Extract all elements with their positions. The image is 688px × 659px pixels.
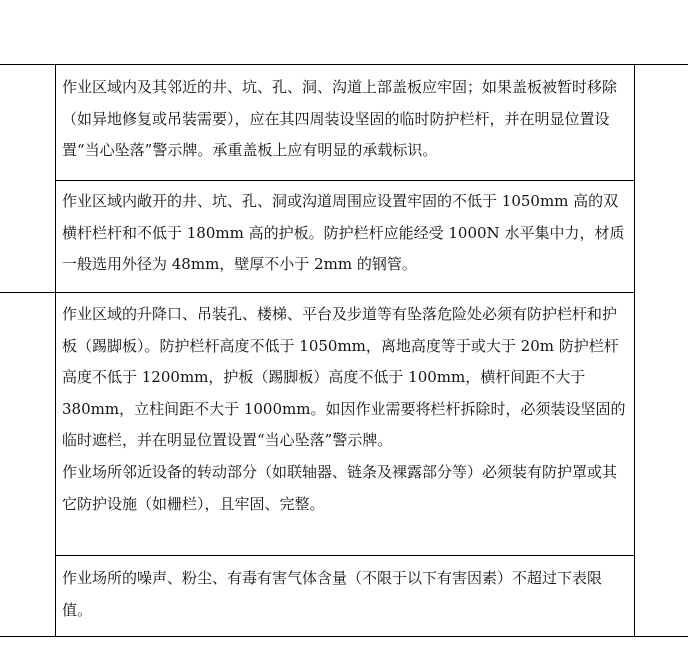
- paragraph: 作业区域的升降口、吊装孔、楼梯、平台及步道等有坠落危险处必须有防护栏杆和护板（踢脚板）。防护栏杆高度不低于 1050mm，离地高度等于或大于 20m 防护栏杆高度不低于 1200mm，护板（踢脚板）高度不低于 100mm，横杆间距不大于 380mm，立柱间距不大于 1000mm。如因作业需要将栏杆拆除时，必须装设坚固的临时遮栏，并在明显位置设置“当心坠落”警示牌。: [62, 305, 626, 450]
- right-column-divider: [634, 64, 635, 637]
- table-cell-row-1: [56, 72, 634, 167]
- table-cell-row-3: [56, 299, 634, 520]
- table-cell-row-2: [56, 186, 634, 281]
- paragraph: 作业场所的噪声、粉尘、有毒有害气体含量（不限于以下有害因素）不超过下表限值。: [62, 569, 603, 619]
- table-top-border: [0, 64, 688, 65]
- paragraph: 作业场所邻近设备的转动部分（如联轴器、链条及裸露部分等）必须装有防护罩或其它防护设施（如栅栏），且牢固、完整。: [62, 462, 618, 513]
- row-divider: [56, 555, 634, 556]
- table-cell-row-4: [56, 563, 634, 626]
- row-divider: [56, 180, 634, 181]
- table-bottom-border: [0, 636, 688, 637]
- paragraph: 作业区域内及其邻近的井、坑、孔、洞、沟道上部盖板应牢固；如果盖板被暂时移除（如异地修复或吊装需要），应在其四周装设坚固的临时防护栏杆，并在明显位置设置“当心坠落”警示牌。承重盖板上应有明显的承载标识。: [62, 78, 618, 160]
- paragraph: 作业区域内敞开的井、坑、孔、洞或沟道周围应设置牢固的不低于 1050mm 高的双横杆栏杆和不低于 180mm 高的护板。防护栏杆应能经受 1000N 水平集中力，材质一般选用外径为 48mm，壁厚不小于 2mm 的钢管。: [62, 192, 625, 274]
- section-divider: [0, 292, 634, 293]
